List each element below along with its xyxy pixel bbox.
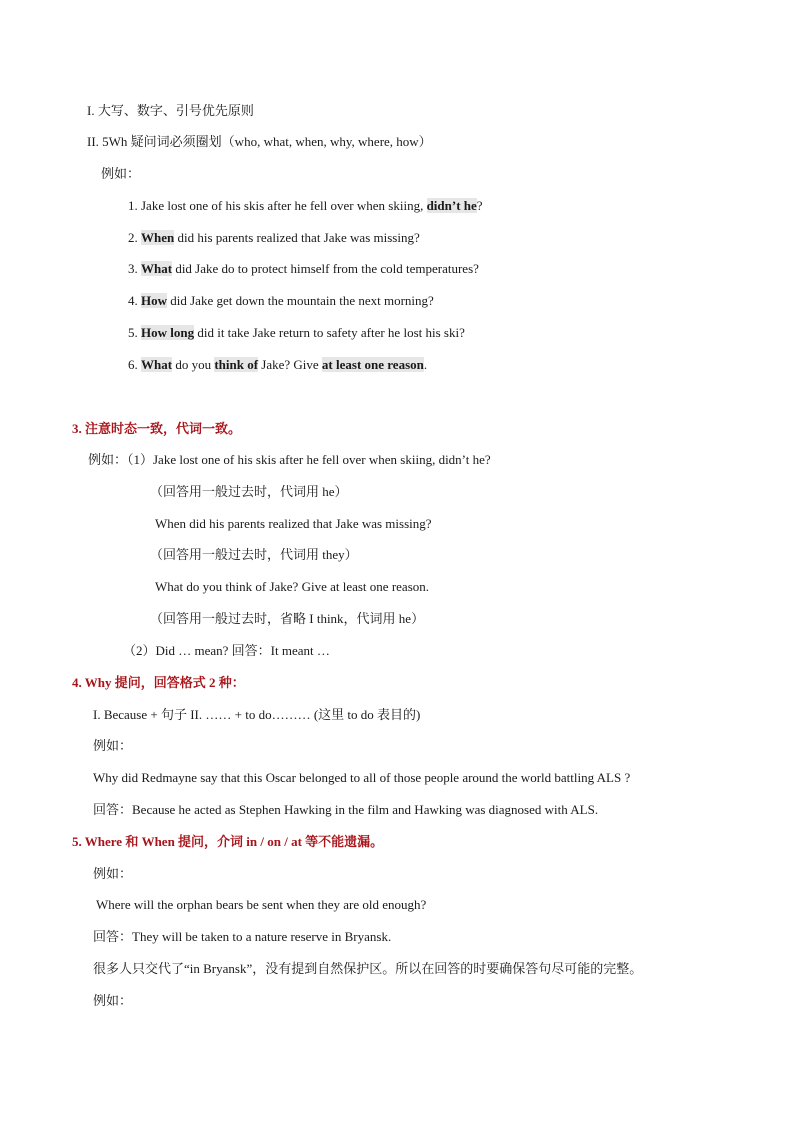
example-question: Why did Redmayne say that this Oscar belonged to all of those people around the world battling ALS ?: [93, 770, 631, 785]
question-5: 5. How long did it take Jake return to safety after he lost his ski?: [128, 325, 465, 340]
keyword: How: [141, 293, 167, 308]
question-4: 4. How did Jake get down the mountain the next morning?: [128, 293, 434, 308]
section-heading-3: 3. 注意时态一致，代词一致。: [72, 421, 242, 436]
example-answer: 回答：They will be taken to a nature reserve in Bryansk.: [93, 929, 392, 944]
example-note: （回答用一般过去时，省略 I think，代词用 he）: [150, 611, 425, 626]
example-label: 例如：: [93, 738, 133, 753]
example-label: 例如：: [93, 866, 133, 881]
question-6: 6. What do you think of Jake? Give at least one reason.: [128, 357, 428, 372]
example-question: Where will the orphan bears be sent when they are old enough?: [96, 897, 427, 912]
example-line: When did his parents realized that Jake was missing?: [155, 516, 432, 531]
example-answer: 回答：Because he acted as Stephen Hawking in the film and Hawking was diagnosed with ALS.: [93, 802, 599, 817]
section-heading-5: 5. Where 和 When 提问，介词 in / on / at 等不能遗漏。: [72, 834, 384, 849]
keyword: What: [141, 357, 173, 372]
example-line: 例如：（1）Jake lost one of his skis after he fell over when skiing, didn’t he?: [88, 452, 491, 467]
question-2: 2. When did his parents realized that Jake was missing?: [128, 230, 420, 245]
keyword: How long: [141, 325, 195, 340]
explanation: 很多人只交代了“in Bryansk”，没有提到自然保护区。所以在回答的时要确保答句尽可能的完整。: [93, 961, 643, 976]
answer-format: I. Because + 句子 II. …… + to do……… (这里 to do 表目的): [93, 707, 421, 722]
rule-2: II. 5Wh 疑问词必须圈划（who, what, when, why, where, how）: [87, 134, 432, 149]
section-heading-4: 4. Why 提问，回答格式 2 种：: [72, 675, 245, 690]
rule-1: I. 大写、数字、引号优先原则: [87, 103, 254, 118]
keyword: at least one reason: [321, 357, 424, 372]
question-3: 3. What did Jake do to protect himself from the cold temperatures?: [128, 261, 479, 276]
question-1: 1. Jake lost one of his skis after he fell over when skiing, didn’t he?: [128, 198, 483, 213]
keyword: think of: [214, 357, 259, 372]
example-note: （回答用一般过去时，代词用 they）: [150, 547, 358, 562]
keyword: What: [141, 261, 173, 276]
example-line: （2）Did … mean? 回答：It meant …: [123, 643, 330, 658]
example-label: 例如：: [101, 166, 141, 181]
example-note: （回答用一般过去时，代词用 he）: [150, 484, 348, 499]
example-line: What do you think of Jake? Give at least one reason.: [155, 579, 429, 594]
example-label: 例如：: [93, 993, 133, 1008]
keyword: didn’t he: [426, 198, 477, 213]
keyword: When: [141, 230, 175, 245]
